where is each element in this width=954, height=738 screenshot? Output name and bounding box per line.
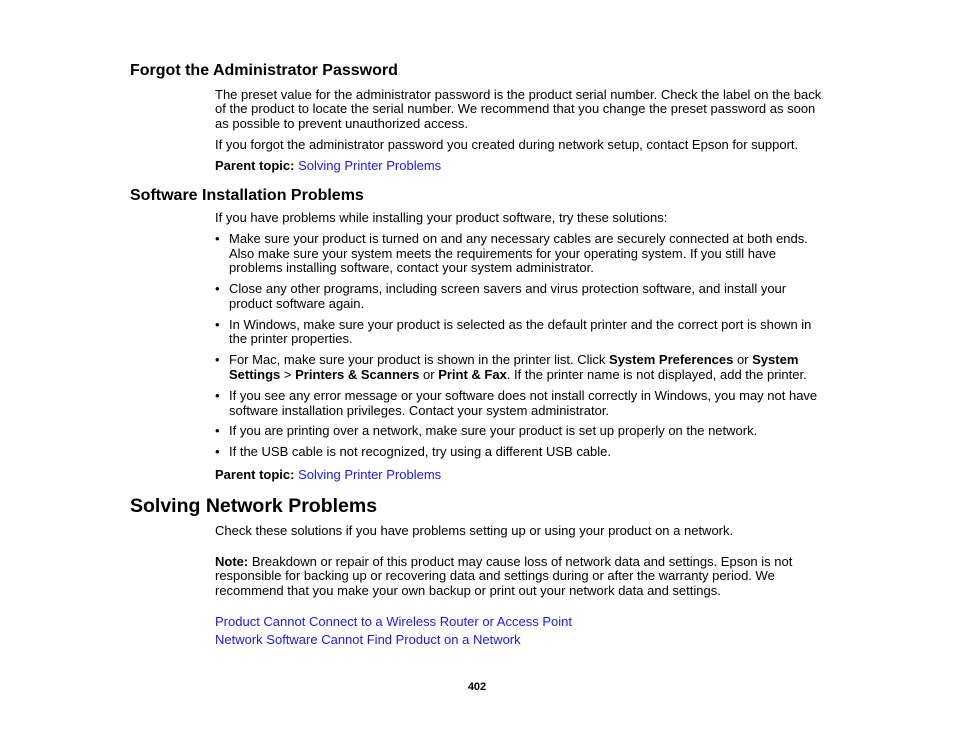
link-line-network-software <box>215 633 825 648</box>
bullet-glyph: • <box>215 281 220 297</box>
list-item-text: Close any other programs, including screen savers and virus protection software, and install your product software again. <box>229 281 787 311</box>
note-text: Breakdown or repair of this product may cause loss of network data and settings. Epson is not responsible for backing up or recovering data and settings during or after the warranty period. We recommend that you make your own backup or print out your network data and settings. <box>215 553 793 598</box>
ui-term-system-settings: System Settings <box>229 352 799 382</box>
link-network-software-cannot-find[interactable]: Network Software Cannot Find Product on a Network <box>215 631 521 647</box>
heading-forgot-admin-password: Forgot the Administrator Password <box>130 62 398 79</box>
paragraph-software-intro: If you have problems while installing your product software, try these solutions: <box>215 210 668 225</box>
parent-topic-line <box>215 468 825 483</box>
ui-term-printers-scanners: Printers & Scanners <box>295 366 420 382</box>
list-item-text: Make sure your product is turned on and any necessary cables are securely connected at both ends. Also make sure your system meets the requirements for your operating system. If you still have problems installing software, contact your system administrator. <box>229 231 808 276</box>
bullet-glyph: • <box>215 352 220 368</box>
link-line-wireless <box>215 615 825 630</box>
bullet-glyph: • <box>215 423 220 439</box>
text-run: or <box>419 366 439 382</box>
bullet-glyph: • <box>215 387 220 403</box>
list-item <box>215 445 825 460</box>
list-item <box>215 353 825 382</box>
text-run: . If the printer name is not displayed, add the printer. <box>506 366 807 382</box>
paragraph-preset-password: The preset value for the administrator password is the product serial number. Check the label on the back of the product to locate the serial number. We recommend that you change the preset password as soon as possible to prevent unauthorized access. <box>215 86 822 131</box>
text-run: > <box>280 366 296 382</box>
list-item-text: If you see any error message or your software does not install correctly in Windows, you may not have software installation privileges. Contact your system administrator. <box>229 387 818 418</box>
paragraph-network-intro: Check these solutions if you have problems setting up or using your product on a network. <box>215 522 734 538</box>
page-number: 402 <box>467 681 487 693</box>
parent-topic-line <box>215 159 825 174</box>
parent-topic-link[interactable]: Solving Printer Problems <box>298 157 442 173</box>
heading-solving-network-problems: Solving Network Problems <box>130 495 378 517</box>
list-item-text: If you are printing over a network, make sure your product is set up properly on the network. <box>229 423 758 439</box>
ui-term-system-preferences: System Preferences <box>609 352 734 368</box>
bullet-glyph: • <box>215 316 220 332</box>
parent-topic-label: Parent topic: <box>215 466 295 482</box>
list-item <box>215 282 825 311</box>
list-item-text <box>229 352 807 382</box>
list-item-text: In Windows, make sure your product is selected as the default printer and the correct port is shown in the printer properties. <box>229 316 812 347</box>
list-item <box>215 389 825 418</box>
list-item <box>215 232 825 276</box>
parent-topic-label: Parent topic: <box>215 157 295 173</box>
note-paragraph <box>215 555 825 599</box>
text-run: For Mac, make sure your product is shown in the printer list. Click <box>229 352 610 368</box>
list-item-text: If the USB cable is not recognized, try using a different USB cable. <box>229 444 612 460</box>
ui-term-print-fax: Print & Fax <box>438 366 507 382</box>
solutions-list <box>215 232 825 466</box>
list-item <box>215 318 825 347</box>
bullet-glyph: • <box>215 231 220 246</box>
text-run: or <box>733 352 753 368</box>
bullet-glyph: • <box>215 444 220 460</box>
list-item <box>215 424 825 439</box>
paragraph-forgot-password: If you forgot the administrator password you created during network setup, contact Epson for support. <box>215 136 799 152</box>
link-product-cannot-connect[interactable]: Product Cannot Connect to a Wireless Router or Access Point <box>215 613 572 629</box>
parent-topic-link[interactable]: Solving Printer Problems <box>298 466 442 482</box>
heading-software-installation-problems: Software Installation Problems <box>130 187 364 204</box>
note-label: Note: <box>215 553 249 569</box>
